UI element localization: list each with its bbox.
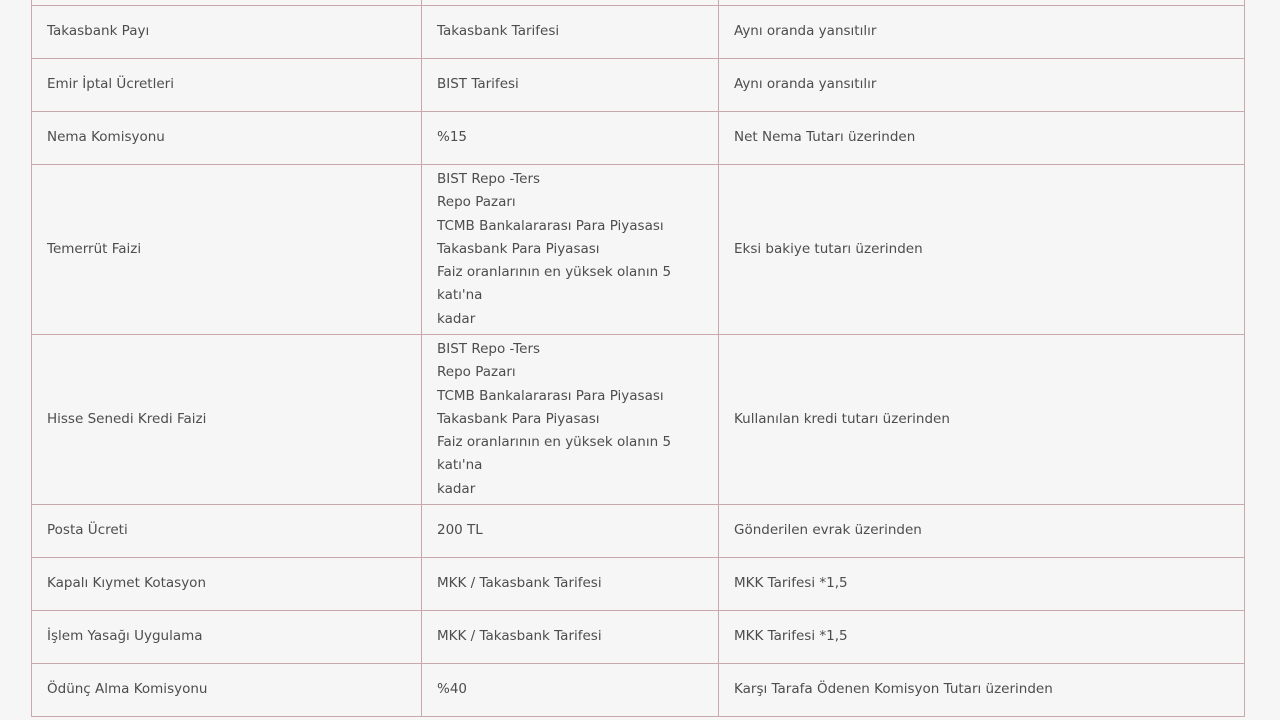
table-cell-basis: Karşı Tarafa Ödenen Komisyon Tutarı üzerinden — [719, 664, 1245, 717]
table-row — [32, 112, 1245, 165]
table-cell-rate — [422, 165, 719, 335]
table-cell-rate: %40 — [422, 664, 719, 717]
table-row — [32, 59, 1245, 112]
table-cell-item: Ödünç Alma Komisyonu — [32, 664, 422, 717]
table-cell-item: Emir İptal Ücretleri — [32, 59, 422, 112]
table-cell-basis: Gönderilen evrak üzerinden — [719, 505, 1245, 558]
table-cell-basis: MKK Tarifesi *1,5 — [719, 611, 1245, 664]
fee-table-container — [31, 0, 1244, 717]
table-row — [32, 611, 1245, 664]
table-cell-rate: BIST Tarifesi — [422, 59, 719, 112]
table-row — [32, 664, 1245, 717]
rate-line: BIST Repo -Ters — [437, 340, 541, 357]
table-cell-item: Posta Ücreti — [32, 505, 422, 558]
table-cell-rate: Takasbank Tarifesi — [422, 6, 719, 59]
table-row — [32, 335, 1245, 505]
table-cell-rate: 200 TL — [422, 505, 719, 558]
table-cell-item: İşlem Yasağı Uygulama — [32, 611, 422, 664]
table-cell-basis: MKK Tarifesi *1,5 — [719, 558, 1245, 611]
rate-line: Faiz oranlarının en yüksek olanın 5 katı'na — [437, 264, 672, 304]
table-row — [32, 6, 1245, 59]
rate-line: BIST Repo -Ters — [437, 170, 541, 187]
table-cell-rate: %15 — [422, 112, 719, 165]
rate-line: Takasbank Para Piyasası — [437, 240, 600, 257]
table-cell-rate: MKK / Takasbank Tarifesi — [422, 558, 719, 611]
table-row — [32, 165, 1245, 335]
rate-line: Takasbank Para Piyasası — [437, 410, 600, 427]
rate-line: Repo Pazarı — [437, 194, 516, 211]
table-cell-item: Temerrüt Faizi — [32, 165, 422, 335]
table-row — [32, 505, 1245, 558]
rate-line: Repo Pazarı — [437, 364, 516, 381]
table-cell-basis: Net Nema Tutarı üzerinden — [719, 112, 1245, 165]
table-cell-item: Nema Komisyonu — [32, 112, 422, 165]
rate-line: kadar — [437, 480, 476, 497]
table-cell-basis: Aynı oranda yansıtılır — [719, 59, 1245, 112]
table-cell-rate: MKK / Takasbank Tarifesi — [422, 611, 719, 664]
table-cell-item: Takasbank Payı — [32, 6, 422, 59]
table-cell-item: Hisse Senedi Kredi Faizi — [32, 335, 422, 505]
rate-line: TCMB Bankalararası Para Piyasası — [437, 217, 664, 234]
rate-line: Faiz oranlarının en yüksek olanın 5 katı'na — [437, 434, 672, 474]
table-cell-basis: Aynı oranda yansıtılır — [719, 6, 1245, 59]
rate-line: TCMB Bankalararası Para Piyasası — [437, 387, 664, 404]
table-cell-item: Kapalı Kıymet Kotasyon — [32, 558, 422, 611]
table-cell-basis: Kullanılan kredi tutarı üzerinden — [719, 335, 1245, 505]
rate-line: kadar — [437, 310, 476, 327]
table-row — [32, 558, 1245, 611]
table-cell-rate — [422, 335, 719, 505]
table-cell-basis: Eksi bakiye tutarı üzerinden — [719, 165, 1245, 335]
fee-table — [31, 0, 1245, 717]
